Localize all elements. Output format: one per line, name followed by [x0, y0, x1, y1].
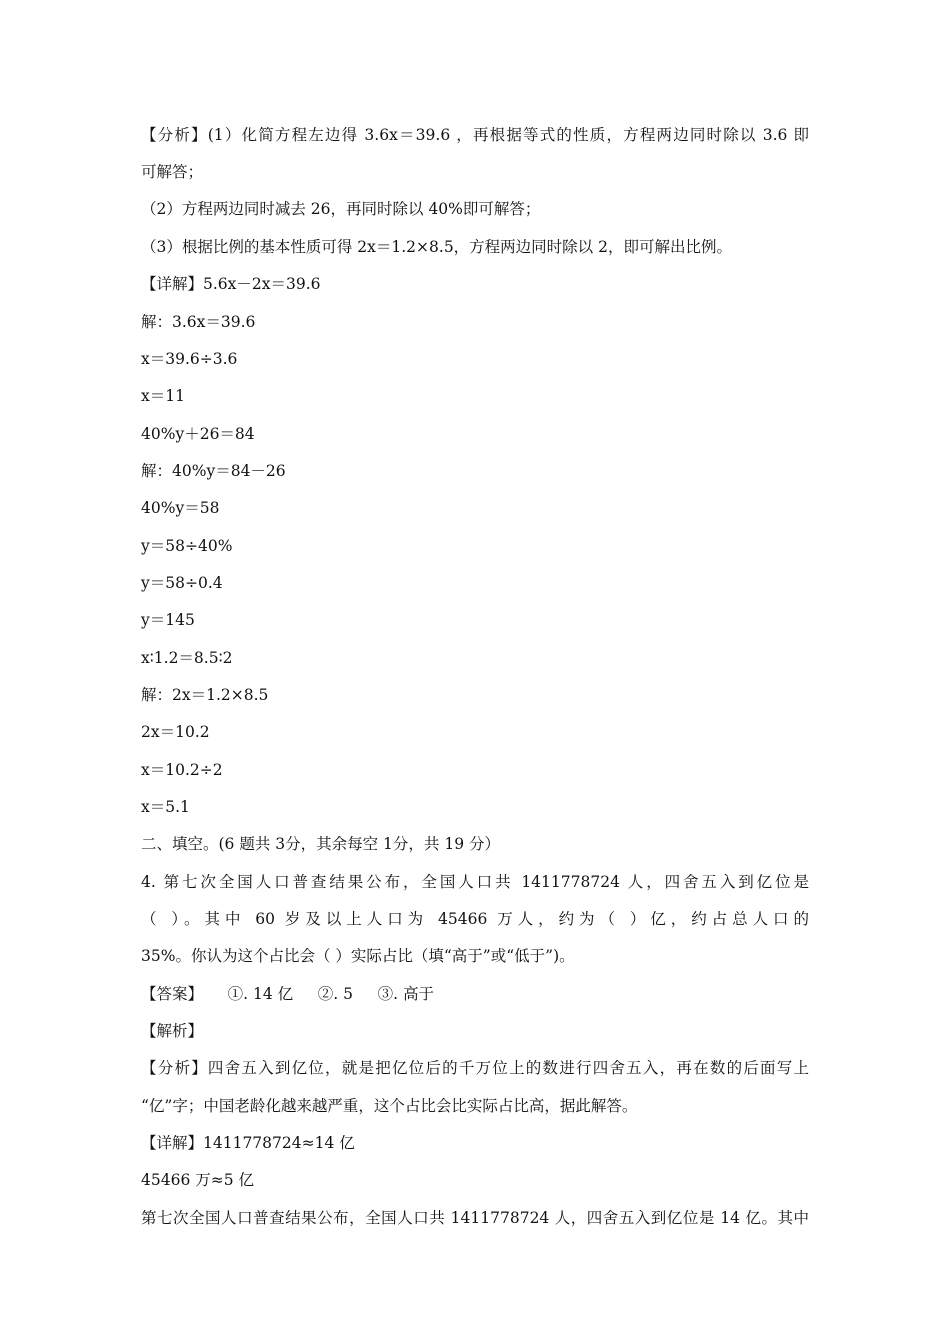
- question-line-2: （ ）。其中 60 岁及以上人口为 45466 万人，约为（ ）亿，约占总人口的: [141, 910, 809, 928]
- solution-step: 解：2x＝1.2×8.5: [141, 686, 269, 704]
- solution-step: x＝10.2÷2: [141, 761, 223, 779]
- detail-line-1: 【详解】1411778724≈14 亿: [141, 1134, 355, 1152]
- analysis-line-1: 【分析】(1）化简方程左边得 3.6x＝39.6 ，再根据等式的性质，方程两边同时除以 3.6 即: [141, 126, 809, 144]
- analysis-line-4: （3）根据比例的基本性质可得 2x＝1.2×8.5，方程两边同时除以 2，即可解出比例。: [141, 238, 732, 256]
- solution-step: x＝39.6÷3.6: [141, 350, 238, 368]
- question-line-1: 4. 第七次全国人口普查结果公布，全国人口共 1411778724 人，四舍五入到亿位是: [141, 873, 809, 891]
- section-title: 二、填空。(6 题共 3分，其余每空 1分，共 19 分）: [141, 835, 500, 853]
- solution-step: 40%y＝58: [141, 499, 220, 517]
- solution-step: 40%y＋26＝84: [141, 425, 255, 443]
- solution-step: x＝5.1: [141, 798, 190, 816]
- solution-step: 解：3.6x＝39.6: [141, 313, 256, 331]
- solution-step: x∶1.2＝8.5∶2: [141, 649, 233, 667]
- analysis-line-2: “亿”字；中国老龄化越来越严重，这个占比会比实际占比高，据此解答。: [141, 1097, 638, 1115]
- solution-step: y＝145: [141, 611, 195, 629]
- solution-step: x＝11: [141, 387, 185, 405]
- solution-step: y＝58÷40%: [141, 537, 233, 555]
- detail-line-3: 第七次全国人口普查结果公布，全国人口共 1411778724 人，四舍五入到亿位是 14 亿。其中: [141, 1209, 809, 1227]
- solution-step: 2x＝10.2: [141, 723, 210, 741]
- explanation-label: 【解析】: [141, 1022, 204, 1040]
- analysis-line-2: 可解答；: [141, 163, 204, 181]
- analysis-line-3: （2）方程两边同时减去 26，再同时除以 40%即可解答；: [141, 200, 541, 218]
- question-line-3: 35%。你认为这个占比会（ ）实际占比（填“高于”或“低于”)。: [141, 947, 575, 965]
- detail-line-2: 45466 万≈5 亿: [141, 1171, 255, 1189]
- analysis-line-1: 【分析】四舍五入到亿位，就是把亿位后的千万位上的数进行四舍五入，再在数的后面写上: [141, 1059, 809, 1077]
- solution-step: y＝58÷0.4: [141, 574, 223, 592]
- detail-heading: 【详解】5.6x－2x＝39.6: [141, 275, 321, 293]
- solution-step: 解：40%y＝84－26: [141, 462, 286, 480]
- answer-line: 【答案】 ①. 14 亿 ②. 5 ③. 高于: [141, 985, 434, 1003]
